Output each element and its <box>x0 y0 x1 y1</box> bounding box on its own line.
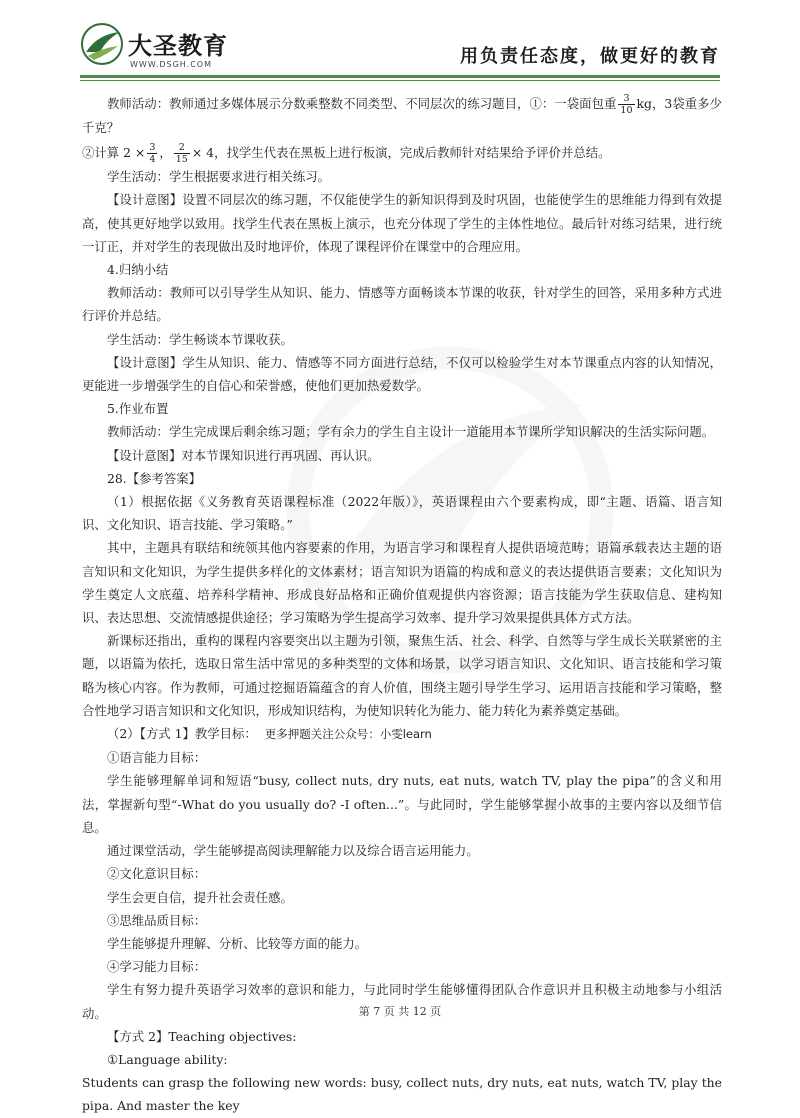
promo-note: 更多押题关注公众号：小雯learn <box>264 727 432 742</box>
paragraph: 【设计意图】学生从知识、能力、情感等不同方面进行总结，不仅可以检验学生对本节课重点内容的认知情况，更能进一步增强学生的自信心和荣誉感，使他们更加热爱数学。 <box>82 354 722 394</box>
page-footer: 第 7 页 共 12 页 <box>358 1005 442 1018</box>
paragraph: 学生有努力提升英语学习效率的意识和能力，与此同时学生能够懂得团队合作意识并且积极主动地参与小组活动。 <box>82 982 722 1021</box>
fraction-denominator: 4 <box>149 154 156 166</box>
objective-heading: ①Language ability: <box>107 1051 228 1067</box>
section-heading: 4.归纳小结 <box>107 262 169 278</box>
fraction-denominator: 10 <box>620 105 633 116</box>
paragraph: 新课标还指出，重构的课程内容要突出以主题为引领，聚焦生活、社会、科学、自然等与学生成长关联紧密的主题，以语篇为依托，选取日常生活中常见的多种类型的文体和场景，以学习语言知识、文化知识、语言技能和学习策略为核心内容。作为教师，可通过挖掘语篇蕴含的育人价值，围绕主题引导学生学习、运用语言技能和学习策略，整合性地学习语言知识和文化知识，形成知识结构，为使知识转化为能力、能力转化为素养奠定基础。 <box>82 633 722 718</box>
header-slogan: 用负责任态度，做更好的教育 <box>460 46 720 67</box>
paragraph: 【设计意图】对本节课知识进行再巩固、再认识。 <box>107 447 380 463</box>
section-heading: 5.作业布置 <box>107 401 169 417</box>
paragraph: 学生活动：学生根据要求进行相关练习。 <box>107 169 331 185</box>
paragraph <box>82 141 722 165</box>
answer-heading: 28.【参考答案】 <box>107 470 202 486</box>
paragraph: 【方式 2】Teaching objectives: <box>107 1028 297 1044</box>
paragraph: （1）根据依据《义务教育英语课程标准（2022年版）》，英语课程由六个要素构成，即“主题、语篇、语言知识、文化知识、语言技能、学习策略。” <box>82 494 722 533</box>
fraction-numerator: 3 <box>149 142 156 154</box>
text-segment: kg，3袋重多少千克？ <box>82 96 722 135</box>
header-rule-thin <box>80 80 720 81</box>
paragraph <box>82 92 722 139</box>
paragraph: 学生能够理解单词和短语“busy, collect nuts, dry nuts, eat nuts, watch TV, play the pipa”的含义和用法，掌握新句型“-What do you usually do? -I often...”。与此同时，学生能够掌握小故事的主要内容以及细节信息。 <box>82 773 722 835</box>
objective-heading: ①语言能力目标： <box>107 750 207 766</box>
fraction <box>174 142 190 165</box>
logo-bird-icon <box>80 22 124 66</box>
paragraph: 学生活动：学生畅谈本节课收获。 <box>107 331 293 347</box>
objective-heading: ②文化意识目标： <box>107 866 207 882</box>
paragraph: 通过课堂活动，学生能够提高阅读理解能力以及综合语言运用能力。 <box>107 843 479 859</box>
logo-name: 大圣教育 <box>128 32 228 60</box>
paragraph: 学生会更自信，提升社会责任感。 <box>107 889 293 905</box>
fraction-denominator: 15 <box>175 154 188 166</box>
text-segment: ， <box>159 145 172 161</box>
paragraph: 教师活动：学生完成课后剩余练习题；学有余力的学生自主设计一道能用本节课所学知识解决的生活实际问题。 <box>107 424 715 440</box>
objective-heading: ③思维品质目标： <box>107 912 207 928</box>
text-segment: （2）【方式 1】教学目标： <box>107 726 257 742</box>
text-segment: ②计算 2 × <box>82 145 146 161</box>
paragraph <box>82 722 722 746</box>
objective-heading: ④学习能力目标： <box>107 959 207 975</box>
header-rule <box>80 75 720 78</box>
paragraph: 【设计意图】设置不同层次的练习题，不仅能使学生的新知识得到及时巩固，也能使学生的思维能力得到有效提高，使其更好地学以致用。找学生代表在黑板上演示，也充分体现了学生的主体性地位。最后针对练习结果，进行统一订正，并对学生的表现做出及时地评价，体现了课程评价在课堂中的合理应用。 <box>82 192 722 254</box>
document-body <box>82 92 722 1118</box>
paragraph: 其中，主题具有联结和统领其他内容要素的作用，为语言学习和课程育人提供语境范畴；语篇承载表达主题的语言知识和文化知识，为学生提供多样化的文体素材；语言知识为语篇的构成和意义的表达提供语言要素；文化知识为学生奠定人文底蕴、培养科学精神、形成良好品格和正确价值观提供内容资源；语言技能为学生获取信息、建构知识、表达思想、交流情感提供途径；学习策略为学生提高学习效率、提升学习效果提供具体方式方法。 <box>82 540 722 626</box>
logo-url: WWW.DSGH.COM <box>130 60 212 69</box>
text-segment: × 4，找学生代表在黑板上进行板演，完成后教师针对结果给予评价并总结。 <box>191 145 611 161</box>
page-header <box>0 0 800 82</box>
fraction <box>618 93 634 116</box>
fraction-numerator: 3 <box>618 93 634 105</box>
paragraph: 学生能够提升理解、分析、比较等方面的能力。 <box>107 935 368 951</box>
paragraph: Students can grasp the following new words: busy, collect nuts, dry nuts, eat nuts, watch TV, play the pipa. And master the key <box>82 1075 722 1114</box>
paragraph: 教师活动：教师可以引导学生从知识、能力、情感等方面畅谈本节课的收获，针对学生的回答，采用多种方式进行评价并总结。 <box>82 285 722 324</box>
fraction <box>147 142 157 165</box>
text-segment: 教师活动：教师通过多媒体展示分数乘整数不同类型、不同层次的练习题目，①：一袋面包重 <box>107 96 617 111</box>
fraction-numerator: 2 <box>174 142 190 154</box>
